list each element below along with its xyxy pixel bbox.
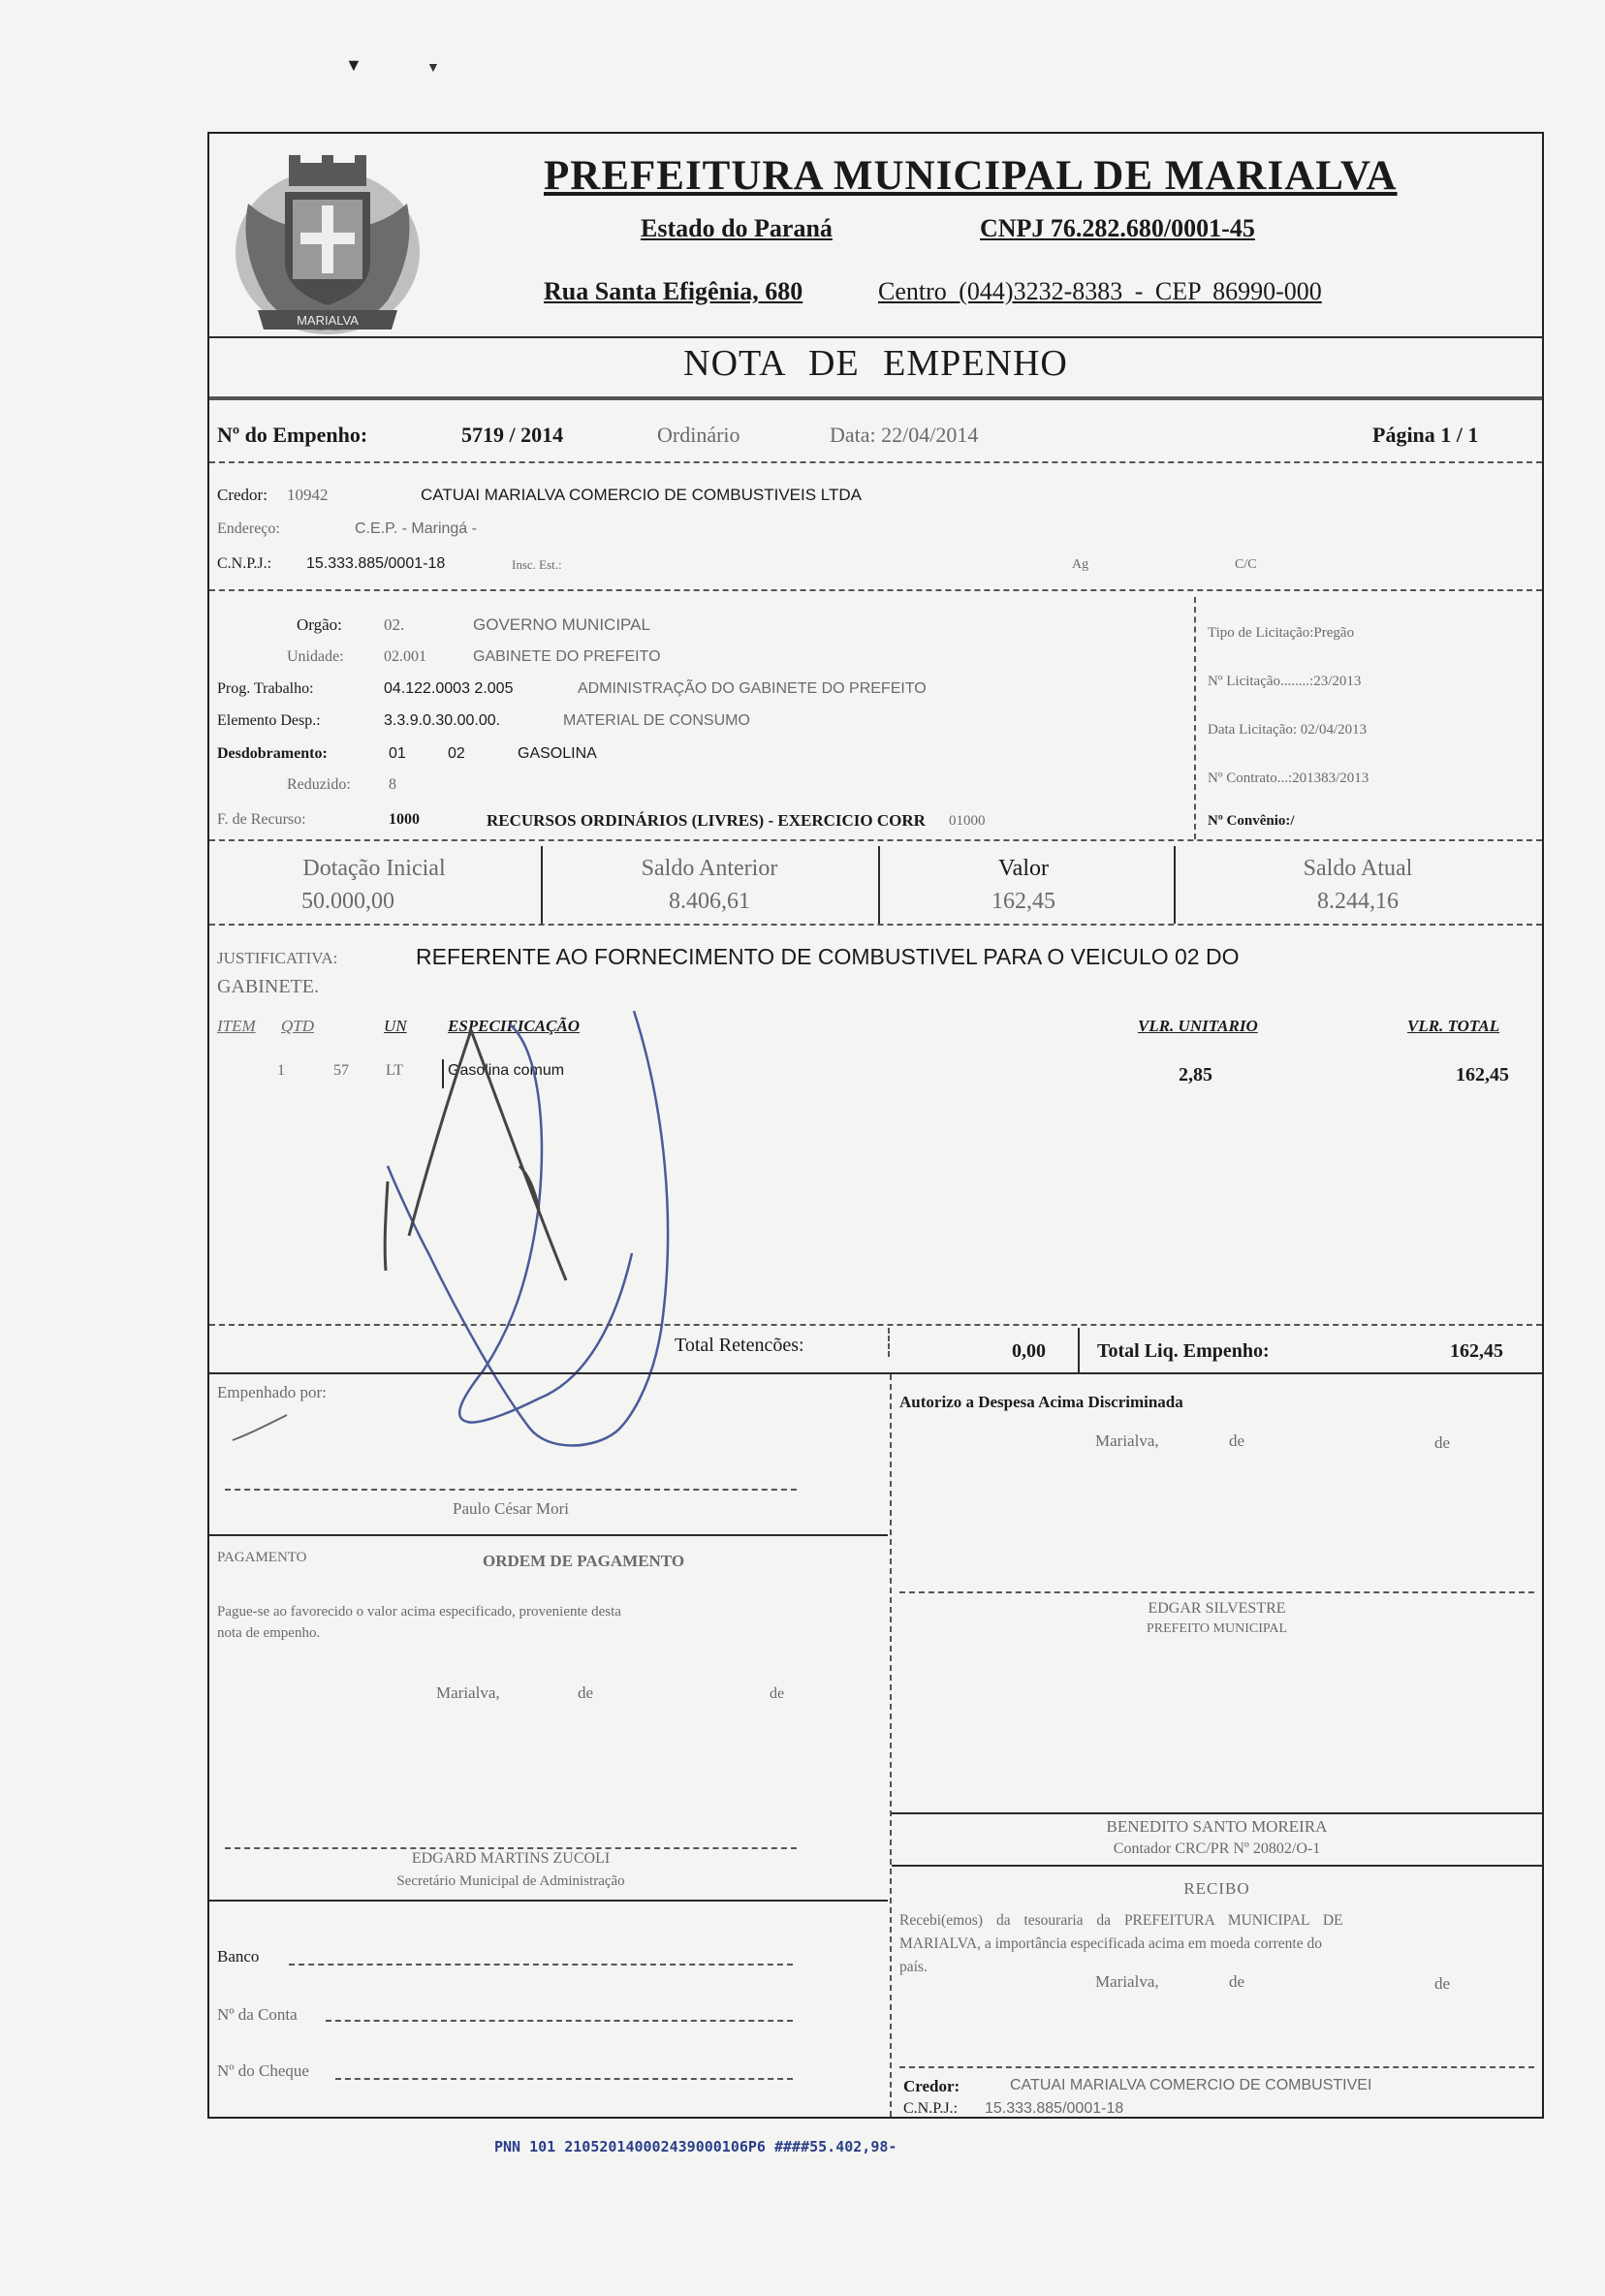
- autorizo-de1: de: [1229, 1431, 1245, 1450]
- qtd-header: QTD: [281, 1017, 315, 1035]
- credor-name: CATUAI MARIALVA COMERCIO DE COMBUSTIVEIS LTDA: [421, 486, 862, 504]
- page-number: Página 1 / 1: [1372, 423, 1479, 447]
- empenhado-por-name: Paulo César Mori: [453, 1499, 569, 1518]
- saldo-anterior-label: Saldo Anterior: [641, 856, 778, 881]
- vlr-unitario-header: VLR. UNITARIO: [1138, 1017, 1258, 1035]
- header-cnpj: CNPJ 76.282.680/0001-45: [980, 214, 1255, 242]
- agencia-label: Ag: [1072, 557, 1089, 572]
- desdobramento-code1: 01: [389, 745, 406, 762]
- prog-trabalho-code: 04.122.0003 2.005: [384, 680, 514, 697]
- unidade-name: GABINETE DO PREFEITO: [473, 648, 661, 665]
- credor-cnpj: 15.333.885/0001-18: [306, 555, 446, 572]
- recibo-de2: de: [1434, 1974, 1451, 1993]
- desdobramento-label: Desdobramento:: [217, 745, 328, 762]
- data-licitacao: Data Licitação: 02/04/2013: [1208, 722, 1368, 738]
- recibo-line3: país.: [899, 1959, 928, 1975]
- reduzido-label: Reduzido:: [287, 776, 351, 793]
- numero-licitacao: Nº Licitação........:23/2013: [1208, 674, 1362, 689]
- orgao-code: 02.: [384, 615, 405, 634]
- orgao-name: GOVERNO MUNICIPAL: [473, 615, 650, 634]
- row-vlr-unitario: 2,85: [1179, 1064, 1212, 1085]
- prog-trabalho-label: Prog. Trabalho:: [217, 680, 314, 697]
- crest-label: MARIALVA: [297, 313, 359, 328]
- total-liquido-label: Total Liq. Empenho:: [1097, 1340, 1270, 1362]
- recibo-line2: MARIALVA, a importância especificada acima em moeda corrente do: [899, 1935, 1322, 1952]
- header-address: Rua Santa Efigênia, 680: [544, 277, 803, 305]
- pagamento-label: PAGAMENTO: [217, 1550, 307, 1565]
- total-retencoes-value: 0,00: [1012, 1340, 1046, 1362]
- row-item: 1: [277, 1062, 285, 1079]
- secretario-name: EDGARD MARTINS ZUCOLI: [411, 1850, 611, 1867]
- barcode-text: PNN 101 210520140002439000106P6 ####55.402,98-: [494, 2138, 897, 2155]
- unidade-label: Unidade:: [287, 648, 344, 665]
- dotacao-label: Dotação Inicial: [302, 856, 446, 881]
- tipo-licitacao: Tipo de Licitação:Pregão: [1208, 625, 1355, 641]
- autorizo-city: Marialva,: [1095, 1431, 1159, 1450]
- row-vlr-total: 162,45: [1456, 1064, 1509, 1085]
- municipal-crest-icon: [229, 145, 427, 344]
- desdobramento-name: GASOLINA: [518, 745, 597, 762]
- pagamento-de2: de: [770, 1685, 785, 1702]
- orgao-label: Orgão:: [297, 615, 342, 634]
- municipality-title: PREFEITURA MUNICIPAL DE MARIALVA: [544, 153, 1398, 199]
- total-retencoes-label: Total Retencões:: [675, 1335, 804, 1356]
- prefeito-role: PREFEITO MUNICIPAL: [1146, 1621, 1288, 1636]
- un-header: UN: [384, 1017, 407, 1035]
- fonte-recurso-name: RECURSOS ORDINÁRIOS (LIVRES) - EXERCICIO CORR: [487, 811, 926, 830]
- state-name: Estado do Paraná: [641, 214, 833, 242]
- empenho-number: 5719 / 2014: [461, 423, 564, 447]
- saldo-atual-label: Saldo Atual: [1303, 856, 1413, 881]
- banco-label: Banco: [217, 1947, 260, 1966]
- valor-label: Valor: [998, 856, 1049, 881]
- recibo-line1: Recebi(emos) da tesouraria da PREFEITURA MUNICIPAL DE: [899, 1912, 1343, 1929]
- pagamento-text-line2: nota de empenho.: [217, 1625, 321, 1641]
- credor-label: Credor:: [217, 486, 268, 504]
- secretario-role: Secretário Municipal de Administração: [396, 1873, 625, 1889]
- justificativa-line1: REFERENTE AO FORNECIMENTO DE COMBUSTIVEL PARA O VEICULO 02 DO: [416, 944, 1240, 969]
- prog-trabalho-name: ADMINISTRAÇÃO DO GABINETE DO PREFEITO: [578, 680, 927, 697]
- desdobramento-code2: 02: [448, 745, 465, 762]
- especificacao-header: ESPECIFICAÇÃO: [448, 1017, 581, 1035]
- empenho-number-label: Nº do Empenho:: [217, 423, 368, 447]
- row-qtd: 57: [333, 1062, 349, 1079]
- valor-value: 162,45: [991, 889, 1055, 914]
- row-especificacao: Gasolina comum: [448, 1062, 565, 1079]
- saldo-atual-value: 8.244,16: [1317, 889, 1399, 914]
- unidade-code: 02.001: [384, 648, 426, 665]
- dotacao-value: 50.000,00: [301, 889, 394, 914]
- fonte-recurso-code: 1000: [389, 811, 420, 828]
- recibo-credor-name: CATUAI MARIALVA COMERCIO DE COMBUSTIVEI: [1010, 2077, 1372, 2093]
- saldo-anterior-value: 8.406,61: [669, 889, 750, 914]
- endereco-label: Endereço:: [217, 520, 280, 537]
- pagamento-city: Marialva,: [436, 1683, 500, 1702]
- numero-convenio: Nº Convênio:/: [1208, 813, 1295, 829]
- ordem-pagamento: ORDEM DE PAGAMENTO: [483, 1552, 685, 1570]
- conta-corrente-label: C/C: [1235, 557, 1257, 572]
- fonte-recurso-label: F. de Recurso:: [217, 811, 306, 828]
- recibo-credor-label: Credor:: [903, 2077, 960, 2095]
- credor-code: 10942: [287, 486, 329, 504]
- numero-conta-label: Nº da Conta: [217, 2005, 298, 2024]
- document-title: NOTA DE EMPENHO: [683, 343, 1068, 384]
- empenhado-por-label: Empenhado por:: [217, 1383, 327, 1401]
- item-header: ITEM: [217, 1017, 256, 1035]
- justificativa-line2: GABINETE.: [217, 976, 319, 997]
- recibo-de1: de: [1229, 1972, 1245, 1991]
- recibo-city: Marialva,: [1095, 1972, 1159, 1991]
- elemento-label: Elemento Desp.:: [217, 712, 321, 729]
- total-liquido-value: 162,45: [1450, 1340, 1503, 1362]
- elemento-code: 3.3.9.0.30.00.00.: [384, 712, 501, 729]
- empenho-date: Data: 22/04/2014: [830, 423, 979, 447]
- autorizo-de2: de: [1434, 1433, 1451, 1452]
- numero-contrato: Nº Contrato...:201383/2013: [1208, 771, 1369, 786]
- vlr-total-header: VLR. TOTAL: [1407, 1017, 1500, 1035]
- contador-role: Contador CRC/PR Nº 20802/O-1: [1113, 1840, 1321, 1857]
- pen-mark: [374, 1011, 684, 1457]
- credor-cep-city: C.E.P. - Maringá -: [355, 520, 477, 537]
- signature-stroke: [229, 1411, 297, 1450]
- recibo-label: RECIBO: [1183, 1879, 1250, 1898]
- contador-name: BENEDITO SANTO MOREIRA: [1106, 1817, 1328, 1836]
- scan-mark-left: ▼: [345, 55, 362, 75]
- scan-mark-right: ▼: [426, 61, 440, 76]
- row-un: LT: [386, 1062, 404, 1079]
- insc-est-label: Insc. Est.:: [512, 557, 562, 572]
- prefeito-name: EDGAR SILVESTRE: [1148, 1600, 1286, 1617]
- empenho-type: Ordinário: [657, 423, 740, 447]
- fonte-recurso-number: 01000: [949, 813, 986, 829]
- header-district-phone-cep: Centro (044)3232-8383 - CEP 86990-000: [878, 277, 1322, 305]
- reduzido-value: 8: [389, 776, 396, 793]
- elemento-name: MATERIAL DE CONSUMO: [563, 712, 750, 729]
- empenho-form: [207, 132, 1544, 2119]
- recibo-cnpj-label: C.N.P.J.:: [903, 2100, 959, 2117]
- autorizo-label: Autorizo a Despesa Acima Discriminada: [899, 1393, 1183, 1411]
- pagamento-text-line1: Pague-se ao favorecido o valor acima especificado, proveniente desta: [217, 1604, 621, 1620]
- cnpj-label: C.N.P.J.:: [217, 555, 272, 572]
- numero-cheque-label: Nº do Cheque: [217, 2061, 309, 2080]
- pagamento-de1: de: [578, 1683, 594, 1702]
- justificativa-label: JUSTIFICATIVA:: [217, 949, 338, 967]
- recibo-cnpj: 15.333.885/0001-18: [985, 2100, 1124, 2117]
